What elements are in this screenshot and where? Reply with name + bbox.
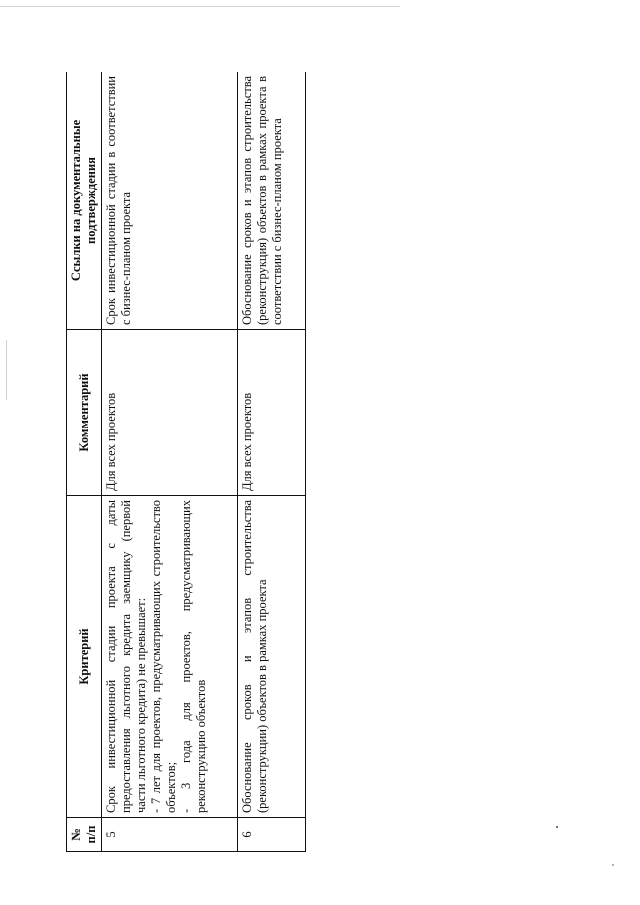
rotated-table-frame bbox=[66, 72, 306, 852]
criterion-line: - 7 лет для проектов, предусматривающих строительство объектов; bbox=[149, 500, 178, 813]
header-num: № п/п bbox=[67, 818, 102, 852]
row-criterion bbox=[102, 496, 238, 818]
row-comment: Для всех проектов bbox=[102, 330, 238, 496]
criterion-line: Обоснование сроков и этапов строительства (реконструкции) объектов в рамках проекта bbox=[240, 500, 269, 813]
header-refs: Ссылки на документальные подтверждения bbox=[67, 72, 102, 330]
criterion-line: Срок инвестиционной стадии проекта с даты предоставления льготного кредита заемщику (первой части льготного кредита) не превышает: bbox=[104, 500, 148, 813]
criterion-line: - 3 года для проектов, предусматривающих реконструкцию объектов bbox=[179, 500, 208, 813]
criteria-table bbox=[66, 72, 306, 852]
scan-edge-left bbox=[6, 340, 7, 400]
row-num: 5 bbox=[102, 818, 238, 852]
scan-edge-top bbox=[0, 6, 400, 7]
row-num: 6 bbox=[238, 818, 306, 852]
header-criterion: Критерий bbox=[67, 496, 102, 818]
row-refs: Срок инвестиционной стадии в соответствии с бизнес-планом проекта bbox=[102, 72, 238, 330]
table-row bbox=[238, 72, 306, 852]
header-comment: Комментарий bbox=[67, 330, 102, 496]
row-criterion bbox=[238, 496, 306, 818]
row-comment: Для всех проектов bbox=[238, 330, 306, 496]
scan-speck bbox=[612, 864, 614, 866]
scan-speck bbox=[556, 826, 558, 828]
row-refs: Обоснование сроков и этапов строительства (реконструкция) объектов в рамках проекта в соответствии с бизнес-планом проекта bbox=[238, 72, 306, 330]
table-row bbox=[102, 72, 238, 852]
table-header-row bbox=[67, 72, 102, 852]
